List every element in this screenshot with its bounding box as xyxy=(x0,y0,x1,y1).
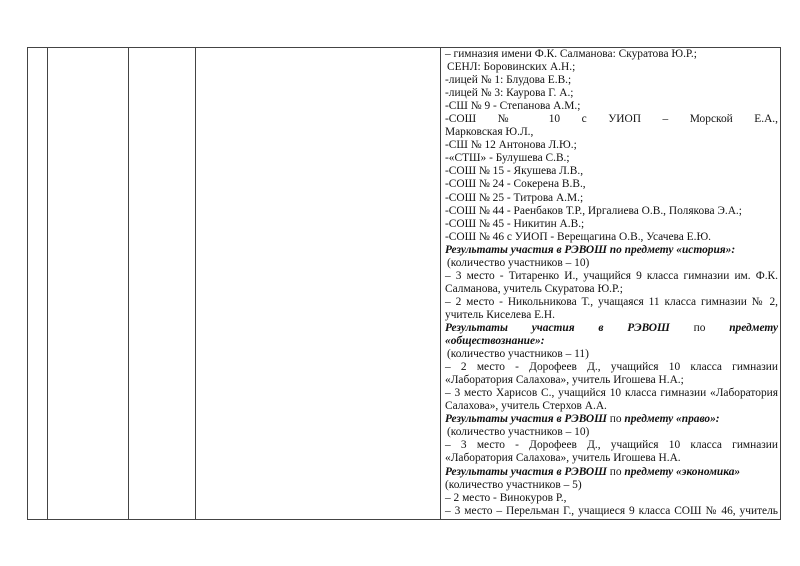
text-line: – 3 место – Перельман Г., учащиеся 9 класса СОШ № 46, учитель xyxy=(445,504,778,517)
text-line: Салахова», учитель Стерхов А.А. xyxy=(445,400,607,413)
text-line: -СШ № 12 Антонова Л.Ю.; xyxy=(445,139,577,152)
text-line: – 3 место - Титаренко И., учащийся 9 класса гимназии им. Ф.К. xyxy=(445,269,778,282)
text-line: -СОШ № 24 - Сокерена В.В., xyxy=(445,178,586,191)
section-heading-social-studies xyxy=(445,322,778,335)
heading-part: по xyxy=(693,321,706,334)
text-line: – 2 место - Дорофеев Д., учащийся 10 класса гимназии xyxy=(445,361,778,374)
results-cell xyxy=(442,48,778,518)
text-line: «Лаборатория Салахова», учитель Игошева Н.А.; xyxy=(445,374,684,387)
heading-part: Результаты участия в РЭВОШ xyxy=(445,413,607,426)
text-line: – 3 место Харисов С., учащийся 10 класса гимназии «Лаборатория xyxy=(445,387,778,400)
text-line: «Лаборатория Салахова», учитель Игошева Н.А. xyxy=(445,452,681,465)
heading-part: Результаты участия в РЭВОШ xyxy=(445,321,670,334)
text-line: -СОШ № 46 с УИОП - Верещагина О.В., Усачева Е.Ю. xyxy=(445,230,712,243)
text-line: -СОШ № 45 - Никитин А.В.; xyxy=(445,217,585,230)
text-line: -лицей № 1: Блудова Е.В.; xyxy=(445,74,572,87)
text-line: Марковская Ю.Л., xyxy=(445,126,534,139)
document-table xyxy=(27,47,781,520)
text-line: -«СТШ» - Булушева С.В.; xyxy=(445,152,570,165)
participant-count: (количество участников – 10) xyxy=(447,426,590,439)
column-divider-1 xyxy=(47,48,48,519)
text-line: учитель Киселева Е.Н. xyxy=(445,308,555,321)
text-line: «обществознание»: xyxy=(445,335,545,348)
text-line: – гимназия имени Ф.К. Салманова: Скуратова Ю.Р.; xyxy=(445,48,697,60)
text-line: Салманова, учитель Скуратова Ю.Р.; xyxy=(445,282,623,295)
heading-part: по xyxy=(606,413,625,426)
section-heading-history: Результаты участия в РЭВОШ по предмету «история»: xyxy=(445,243,736,256)
participant-count: (количество участников – 10) xyxy=(447,256,590,269)
heading-part: по xyxy=(606,465,625,478)
column-divider-3 xyxy=(195,48,196,519)
text-line: – 2 место - Винокуров Р., xyxy=(445,491,567,504)
section-heading-economics xyxy=(445,466,778,479)
column-divider-2 xyxy=(128,48,129,519)
heading-part: Результаты участия в РЭВОШ xyxy=(445,465,607,478)
text-line: СЕНЛ: Боровинских А.Н.; xyxy=(447,61,576,74)
heading-part: предмету xyxy=(729,321,778,334)
text-line: -СОШ № 25 - Титрова А.М.; xyxy=(445,191,584,204)
text-line: -СОШ № 15 - Якушева Л.В., xyxy=(445,165,584,178)
heading-part: предмету «экономика» xyxy=(624,465,741,478)
section-heading-law xyxy=(445,413,778,426)
text-line: -СОШ № 44 - Раенбаков Т.Р., Иргалиева О.В., Полякова Э.А.; xyxy=(445,204,742,217)
text-line: – 3 место - Дорофеев Д., учащийся 10 класса гимназии xyxy=(445,439,778,452)
column-divider-4 xyxy=(440,48,441,519)
text-line: -СШ № 9 - Степанова А.М.; xyxy=(445,100,581,113)
text-line: -лицей № 3: Каурова Г. А.; xyxy=(445,87,574,100)
participant-count: (количество участников – 11) xyxy=(447,348,589,361)
text-line: -СОШ № 10 с УИОП – Морской Е.А., xyxy=(445,113,778,126)
heading-part: предмету «право»: xyxy=(624,413,720,426)
text-line: – 2 место - Никольникова Т., учащаяся 11 класса гимназии № 2, xyxy=(445,295,778,308)
participant-count: (количество участников – 5) xyxy=(445,478,582,491)
